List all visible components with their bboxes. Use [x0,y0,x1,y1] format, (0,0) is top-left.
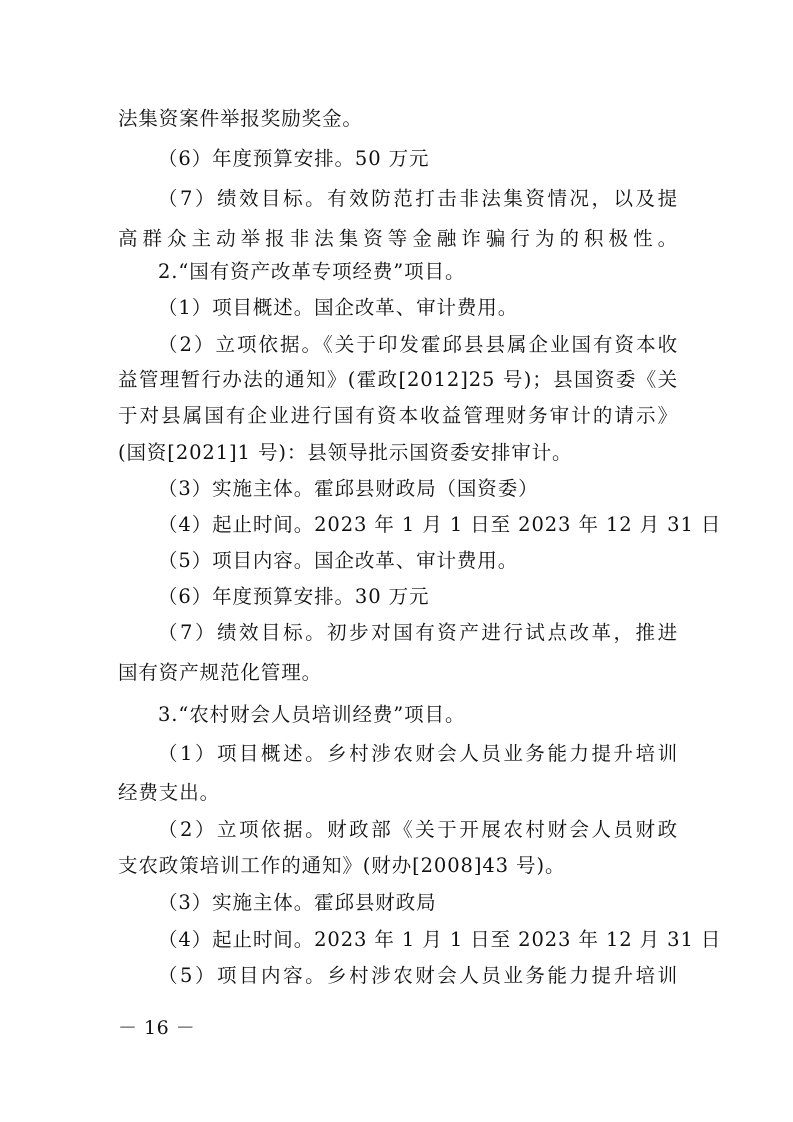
text-line: 高群众主动举报非法集资等金融诈骗行为的积极性。 [118,227,678,250]
text-line: （3）实施主体。霍邱县财政局（国资委） [158,477,539,500]
section-heading: 3.“农村财会人员培训经费”项目。 [158,703,466,726]
text-line: （1）项目概述。国企改革、审计费用。 [158,296,519,319]
text-line: (国资[2021]1 号)：县领导批示国资委安排审计。 [118,441,573,464]
text-line: 法集资案件举报奖励奖金。 [118,107,363,130]
text-line: （6）年度预算安排。30 万元 [158,585,430,608]
text-line: （4）起止时间。2023 年 1 月 1 日至 2023 年 12 月 31 日 [158,928,722,951]
text-line: （5）项目内容。国企改革、审计费用。 [158,549,519,572]
text-line: （2）立项依据。《关于印发霍邱县县属企业国有资本收 [158,333,678,356]
text-line: 益管理暂行办法的通知》(霍政[2012]25 号)；县国资委《关 [118,368,678,391]
text-line: （7）绩效目标。初步对国有资产进行试点改革，推进 [158,621,678,644]
section-heading: 2.“国有资产改革专项经费”项目。 [158,260,466,283]
text-line: （3）实施主体。霍邱县财政局 [158,891,437,914]
text-line: （5）项目内容。乡村涉农财会人员业务能力提升培训 [158,964,678,987]
text-line: （7）绩效目标。有效防范打击非法集资情况，以及提 [158,187,678,210]
text-line: （2）立项依据。财政部《关于开展农村财会人员财政 [158,818,678,841]
text-line: 支农政策培训工作的通知》(财办[2008]43 号)。 [118,854,566,877]
text-line: 经费支出。 [118,781,221,804]
text-line: （4）起止时间。2023 年 1 月 1 日至 2023 年 12 月 31 日 [158,513,722,536]
page-number: － 16 － [118,1017,196,1039]
text-line: 于对县属国有企业进行国有资本收益管理财务审计的请示》 [118,404,678,427]
text-line: （6）年度预算安排。50 万元 [158,147,430,170]
text-line: 国有资产规范化管理。 [118,661,323,684]
text-line: （1）项目概述。乡村涉农财会人员业务能力提升培训 [158,742,678,765]
